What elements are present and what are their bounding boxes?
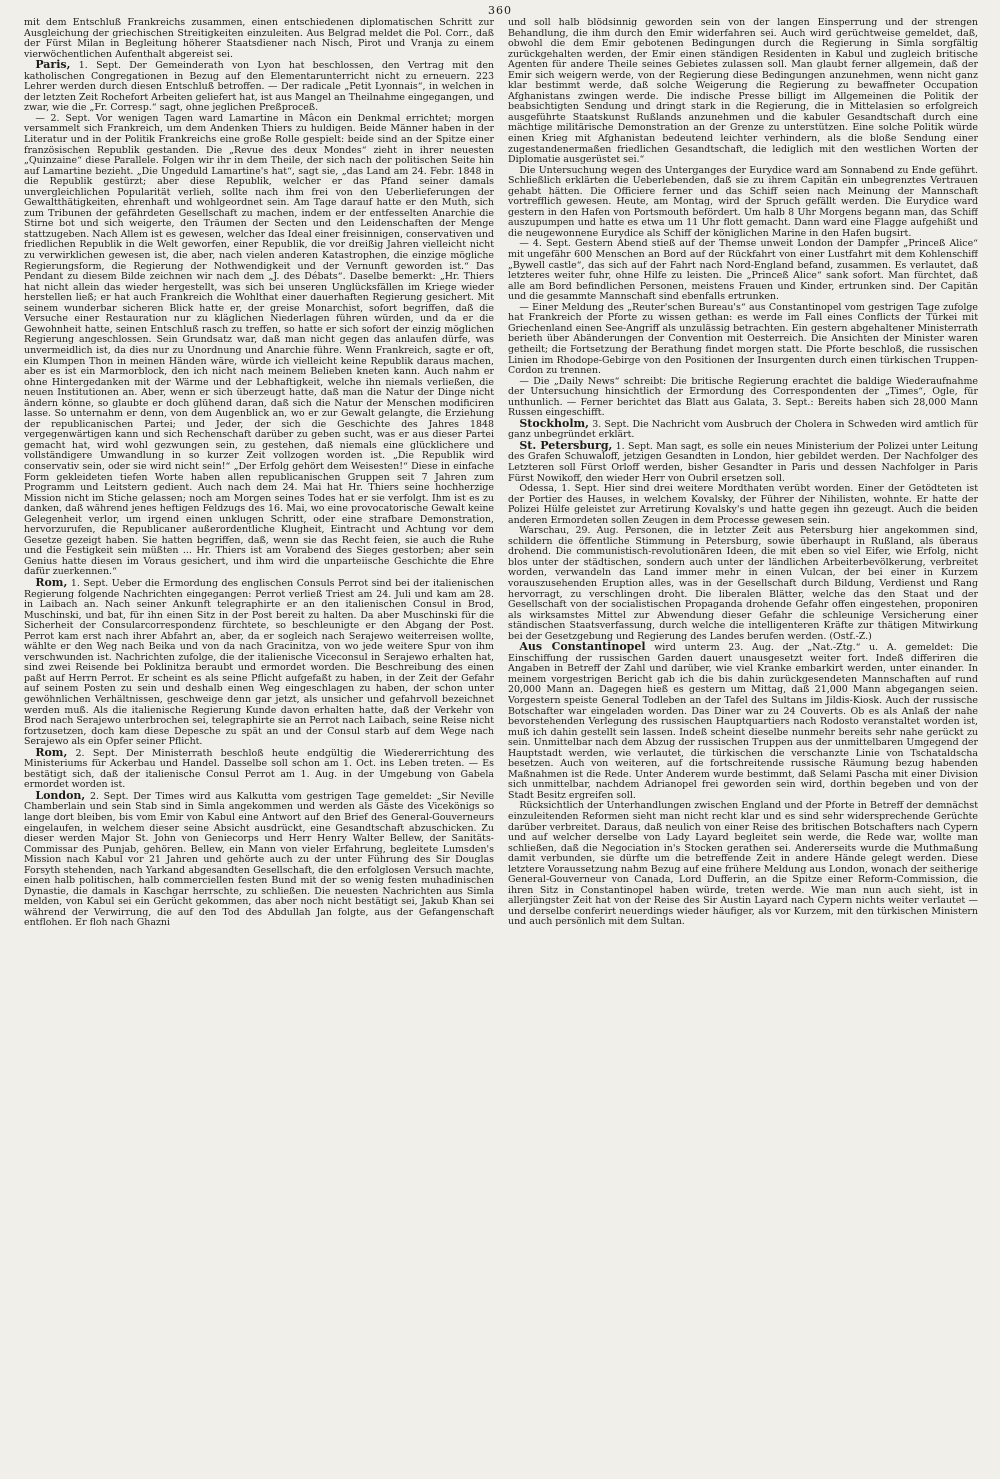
article-text: 2. Sept. Der Ministerrath beschloß heute endgültig die Wiedererrichtung des Ministeriums für Ackerbau und Handel. Dasselbe soll schon am 1. Oct. ins Leben treten. — Es bestätigt sich, daß der italienische Consul Perrot am 1. Aug. in der Umgebung von Gabela ermordet worden ist. [24, 747, 494, 791]
article-paragraph [508, 642, 978, 801]
article-paragraph [24, 745, 494, 791]
article-text: mit dem Entschluß Frankreichs zusammen, einen entschiedenen diplomatischen Schritt zur Ausgleichung der griechischen Streitigkeiten einzuleiten. Aus Belgrad meldet die Pol. Corr., daß der Fürst Milan in Begleitung höherer Staatsdiener nach Nisch, Pirot und Vranja zu einem vierwöchentlichen Aufenthalt abgereist sei. [24, 18, 494, 60]
article-paragraph [508, 526, 978, 642]
article-paragraph [508, 438, 978, 484]
article-text: 2. Sept. Der Times wird aus Kalkutta vom gestrigen Tage gemeldet: „Sir Neville Chamberlain und sein Stab sind in Simla angekommen und werden als Gäste des Vicekönigs so lange dort bleiben, bis vom Emir von Kabul eine Antwort auf den Brief des General-Gouverneurs eingelaufen, in welchem dieser seine Absicht ausdrückt, eine Gesandtschaft abzuschicken. Zu dieser werden Major St. John von Geniecorps und Herr Henry Walter Bellew, der Sanitäts-Commissar des Punjab, gehören. Bellew, ein Mann von vieler Erfahrung, begleitete Lumsden's Mission nach Kabul vor 21 Jahren und gehörte auch zu der unter Führung des Sir Douglas Forsyth stehenden, nach Yarkand abgesandten Gesellschaft, die den erfolglosen Versuch machte, einen halb politischen, halb commerciellen festen Bund mit der so wenig festen muhadinischen Dynastie, die damals in Kaschgar herrschte, zu schließen. Die neuesten Nachrichten aus Simla melden, von Kabul sei ein Gerücht gekommen, das aber noch nicht bestätigt sei, Jakub Khan sei während der Verwirrung, die auf den Tod des Abdullah Jan folgte, aus der Gefangenschaft entflohen. Er floh nach Ghazni [24, 790, 494, 929]
page-number: 360 [488, 4, 512, 17]
article-paragraph [508, 303, 978, 377]
right-column [508, 18, 978, 1458]
article-paragraph [508, 484, 978, 526]
article-paragraph [508, 166, 978, 240]
article-dateline: London, [35, 788, 86, 802]
article-dateline: Stockholm, [519, 416, 589, 430]
article-dateline: Aus Constantinopel [519, 640, 646, 654]
article-paragraph [24, 60, 494, 114]
article-paragraph [24, 575, 494, 748]
article-paragraph [24, 788, 494, 929]
article-paragraph [508, 239, 978, 302]
article-text: wird unterm 23. Aug. der „Nat.-Ztg.“ u. A. gemeldet: Die Einschiffung der russischen Garden dauert unausgesetzt weiter fort. Indeß differiren die Angaben in Betreff der Zahl und darüber, wie viel Kranke embarkirt werden, unter einander. In meinem vorgestrigen Bericht gab ich die bis dahin zurückgesendeten Mannschaften auf rund 20,000 Mann an. Dagegen hieß es gestern um Mittag, daß 21,000 Mann abgegangen seien. Vorgestern speiste General Todleben an der Tafel des Sultans im Jildis-Kiosk. Auch der russische Botschafter war eingeladen worden. Das Diner war zu 24 Couverts. Ob es als Anlaß der nahe bevorstehenden Verlegung des russischen Hauptquartiers nach Rodosto veranstaltet worden ist, muß ich dahin gestellt sein lassen. Indeß scheint dieselbe nunmehr bereits sehr nahe gerückt zu sein. Unmittelbar nach dem Abzug der russischen Truppen aus der unmittelbaren Umgegend der Hauptstadt werden, wie verlautet, die türkischen die verschanzte Linie von Tschataldscha besetzen. Auch von weiteren, auf die fortschreitende russische Räumung bezug habenden Maßnahmen ist die Rede. Unter Anderem wurde bestimmt, daß Selami Pascha mit einer Division sich unmittelbar, nachdem Adrianopel frei geworden sein wird, dorthin begeben und von der Stadt Besitz ergreifen soll. [508, 642, 978, 801]
left-column [24, 18, 494, 1458]
article-dateline: St. Petersburg, [519, 438, 613, 452]
article-dateline: Rom, [35, 745, 68, 759]
article-text: 1. Sept. Man sagt, es solle ein neues Ministerium der Polizei unter Leitung des Grafen Schuwaloff, jetzigen Gesandten in London, hier gebildet werden. Der Nachfolger des Letzteren soll Fürst Orloff werden, bisher Gesandter in Paris und dessen Nachfolger in Paris Fürst Nowikoff, den wieder Herr von Oubril ersetzen soll. [508, 440, 978, 484]
article-text: — 4. Sept. Gestern Abend stieß auf der Themse unweit London der Dampfer „Princeß Alice“ mit ungefähr 600 Menschen an Bord auf der Rückfahrt von einer Lustfahrt mit dem Kohlenschiff „Bywell castle“, das sich auf der Fahrt nach Nord-England befand, zusammen. Es verlautet, daß letzteres weiter fuhr, ohne Hilfe zu leisten. Die „Princeß Alice“ sank sofort. Man fürchtet, daß alle am Bord befindlichen Personen, meistens Frauen und Kinder, ertrunken sind. Der Capitän und die gesammte Mannschaft sind ebenfalls ertrunken. [508, 238, 978, 303]
article-text: — 2. Sept. Vor wenigen Tagen ward Lamartine in Mâcon ein Denkmal errichtet; morgen versammelt sich Frankreich, um dem Andenken Thiers zu huldigen. Beide Männer haben in der Literatur und in der Politik Frankreichs eine große Rolle gespielt: beide sind an der Spitze einer französischen Republik gestanden. Die „Revue des deux Mondes“ zieht in ihrer neuesten „Quinzaine“ diese Parallele. Folgen wir ihr in dem Theile, der sich nach der politischen Seite hin auf Lamartine bezieht. „Die Ungeduld Lamartine's hat“, sagt sie, „das Land am 24. Febr. 1848 in die Republik gestürzt; aber diese Republik, welcher er das Pfand seiner damals unvergleichlichen Popularität verlieh, sollte nach ihm frei von den Ueberlieferungen der Gewaltthätigkeiten, ehrenhaft und wohlgeordnet sein. Am Tage darauf hatte er den Muth, sich zum Tribunen der gefährdeten Gesellschaft zu machen, indem er der entfesselten Anarchie die Stirne bot und sich weigerte, den Träumen der Secten und den Leidenschaften der Menge stattzugeben. Nach Allem ist es gewesen, welcher das Ideal einer freisinnigen, conservativen und friedlichen Republik in die Welt geworfen, einer Republik, die vor dreißig Jahren vielleicht nicht zu verwirklichen gewesen ist, die aber, nach vielen anderen Katastrophen, die einzige mögliche Regierungsform, die Regierung der Nothwendigkeit und der Vernunft geworden ist.“ Das Pendant zu diesem Bilde zeichnen wir nach dem „J. des Débats“. Daselbe bemerkt: „Hr. Thiers hat nicht allein das wieder hergestellt, was sich bei unseren Unglücksfällen im Kriege wieder herstellen ließ; er hat auch Frankreich die Wohlthat einer dauerhaften Regierung gesichert. Mit seinem wunderbar sicheren Blick hatte er, der greise Monarchist, sofort begriffen, daß die Versuche einer Restauration nur zu kläglichen Niederlagen führen würden, und da er die Gewohnheit hatte, seinen Entschluß rasch zu treffen, so hatte er sich sofort der einzig möglichen Regierung angeschlossen. Sein Grundsatz war, daß man nicht gegen das anlaufen dürfe, was unvermeidlich ist, da dies nur zu Unordnung und Anarchie führe. Wenn Frankreich, sagte er oft, ein Klumpen Thon in meinen Händen wäre, würde ich vielleicht keine Republik daraus machen, aber es ist ein Marmorblock, den ich nicht nach meinem Belieben kneten kann. Auch nahm er ohne Hintergedanken mit der Wärme und der Lebhaftigkeit, welche ihn niemals verließen, die neuen Institutionen an. Aber, wenn er sich überzeugt hatte, daß man die Natur der Dinge nicht ändern könne, so glaubte er doch glühend daran, daß sich die Natur der Menschen modificiren lasse. So unternahm er denn, von dem Augenblick an, wo er zur Gewalt gelangte, die Erziehung der republicanischen Partei; und Jeder, der sich die Geschichte des Jahres 1848 vergegenwärtigen kann und sich Rechenschaft darüber zu geben sucht, was er aus dieser Partei gemacht hat, wird wohl gezwungen sein, zu gestehen, daß niemals eine glücklichere und vollständigere Umwandlung in so kurzer Zeit vollzogen worden ist. „Die Republik wird conservativ sein, oder sie wird nicht sein!“ „Der Erfolg gehört dem Weisesten!“ Diese in einfache Form gekleideten tiefen Worte haben allen republicanischen Gruppen seit 7 Jahren zum Programm und Leitstern gedient. Auch nach dem 24. Mai hat Hr. Thiers seine hochherzige Mission nicht im Stiche gelassen; noch am Morgen seines Todes hat er sie verfolgt. Ihm ist es zu danken, daß während jenes heftigen Feldzugs des 16. Mai, wo eine provocatorische Gewalt keine Gelegenheit verlor, um irgend einen unklugen Schritt, oder eine strafbare Demonstration, hervorzurufen, die Republicaner außerordentliche Klugheit, Eintracht und Achtung vor dem Gesetze gezeigt haben. Sie hatten begriffen, daß, wenn sie das Recht feien, sie auch die Ruhe und die Festigkeit sein müßten ... Hr. Thiers ist am Vorabend des Sieges gestorben; aber sein Genius hatte diesen im Voraus gesichert, und ihm wird die unparteiische Geschichte die Ehre dafür zuerkennen.“ [24, 112, 494, 578]
article-text: Warschau, 29. Aug. Personen, die in letzter Zeit aus Petersburg hier angekommen sind, schildern die öffentliche Stimmung in Petersburg, sowie überhaupt in Rußland, als überaus drohend. Die communistisch-revolutionären Ideen, die mit eben so viel Eifer, wie Erfolg, nicht blos unter der städtischen, sondern auch unter der ländlichen Arbeiterbevölkerung, verbreitet worden, verwandeln das Land immer mehr in einen Vulcan, der bei einer in Kurzem vorauszusehenden Eruption alles, was in der Gesellschaft durch Bildung, Verdienst und Rang hervorragt, zu verschlingen droht. Die liberalen Blätter, welche das den Staat und der Gesellschaft von der socialistischen Propaganda drohende Gefahr offen eingestehen, proponiren als wirksamstes Mittel zur Abwendung dieser Gefahr die schleunige Versicherung einer ständischen Staatsverfassung, durch welche die intelligenteren Kräfte zur thätigen Mitwirkung bei der Gesetzgebung und Regierung des Landes berufen werden. (Ostf.-Z.) [508, 525, 978, 642]
article-text: Rücksichtlich der Unterhandlungen zwischen England und der Pforte in Betreff der demnächst einzuleitenden Reformen sieht man nicht recht klar und es sind sehr widersprechende Gerüchte darüber verbreitet. Daraus, daß neulich von einer Reise des britischen Botschafters nach Cypern und auf welcher derselbe von Lady Layard begleitet sein werde, die Rede war, wollte man schließen, daß die Negociation in's Stocken gerathen sei. Andererseits wurde die Muthmaßung damit verbunden, sie dürfte um die betreffende Zeit in andere Hände gelegt werden. Diese letztere Voraussetzung nahm Bezug auf eine frühere Meldung aus London, wonach der seitherige General-Gouverneur von Canada, Lord Dufferin, an die Spitze einer Reform-Commission, die ihren Sitz in Constantinopel haben würde, treten werde. Wie man nun auch sieht, ist in allerjüngster Zeit hat von der Reise des Sir Austin Layard nach Cypern nichts weiter verlautet — und derselbe conferirt neuerdings wieder häufiger, als vor Kurzem, mit den türkischen Ministern und auch persönlich mit dem Sultan. [508, 800, 978, 928]
article-paragraph [508, 801, 978, 928]
article-text: 3. Sept. Die Nachricht vom Ausbruch der Cholera in Schweden wird amtlich für ganz unbegründet erklärt. [508, 418, 978, 441]
article-paragraph [24, 114, 494, 578]
article-text: 1. Sept. Ueber die Ermordung des englischen Consuls Perrot sind bei der italienischen Regierung folgende Nachrichten eingegangen: Perrot verließ Triest am 24. Juli und kam am 28. in Laibach an. Nach seiner Ankunft telegraphirte er an den italienischen Consul in Brod, Muschinski, und bat, für ihn einen Sitz in der Post bereit zu halten. Da aber Muschinski für die Sicherheit der Consularcorrespondenz fürchtete, so beschleunigte er den Abgang der Post. Perrot kam erst nach ihrer Abfahrt an, aber, da er sogleich nach Serajewo weiterreisen wollte, wählte er den Weg nach Beika und von da nach Gracinitza, von wo jede weitere Spur von ihm verschwunden ist. Nachrichten zufolge, die der italienische Viceconsul in Serajewo erhalten hat, sind zwei Reisende bei Poklinitza beraubt und ermordet worden. Die Beschreibung des einen paßt auf Herrn Perrot. Er scheint es als seine Pflicht aufgefaßt zu haben, in der Zeit der Gefahr auf seinem Posten zu sein und deshalb einen Weg eingeschlagen zu haben, der schon unter gewöhnlichen Verhältnissen, geschweige denn gar jetzt, als unsicher und gefahrvoll bezeichnet werden muß. Als die italienische Regierung Kunde davon erhalten hatte, daß der Verkehr von Brod nach Serajewo unterbrochen sei, telegraphirte sie an Perrot nach Laibach, seine Reise nicht fortzusetzen, doch kam diese Depesche zu spät an und der Consul starb auf dem Wege nach Serajewo als ein Opfer seiner Pflicht. [24, 577, 494, 748]
article-text: und soll halb blödsinnig geworden sein von der langen Einsperrung und der strengen Behandlung, die ihm durch den Emir widerfahren sei. Auch wird gerüchtweise gemeldet, daß, obwohl die dem Emir gebotenen Bedingungen durch die Regierung in Simla sorgfältig zurückgehalten werden, der Emir einen ständigen Residenten in Kabul und zugleich britische Agenten für andere Theile seines Gebietes zulassen soll. Man glaubt ferner allgemein, daß der Emir sich weigern werde, von der Regierung diese Bedingungen anzunehmen, wenn nicht ganz klar bestimmt werde, daß solche Weigerung die Regierung zu bewaffneter Occupation Afghanistans zwingen werde. Die indische Presse billigt im Allgemeinen die Politik der beabsichtigten Sendung und dringt stark in die Regierung, die in Mittelasien so erfolgreich ausgeführte Staatskunst Rußlands anzunehmen und die kabuler Gesandtschaft durch eine mächtige militärische Demonstration an der Grenze zu unterstützen. Eine solche Politik würde einen Krieg mit Afghanistan bedeutend leichter verhindern, als die bloße Sendung einer zugestandenermaßen friedlichen Gesandtschaft, die lediglich mit den westlichen Worten der Diplomatie ausgerüstet sei.“ [508, 18, 978, 166]
article-text: Odessa, 1. Sept. Hier sind drei weitere Mordthaten verübt worden. Einer der Getödteten ist der Portier des Hauses, in welchem Kovalsky, der Führer der Nihilisten, wohnte. Er hatte der Polizei Hülfe geleistet zur Arretirung Kovalsky's und hatte gegen ihn gezeugt. Auch die beiden anderen Ermordeten sollen Zeugen in dem Processe gewesen sein. [508, 483, 978, 526]
article-paragraph [508, 416, 978, 441]
article-paragraph [508, 18, 978, 166]
article-text: 1. Sept. Der Gemeinderath von Lyon hat beschlossen, den Vertrag mit den katholischen Congregationen in Bezug auf den Elementarunterricht nicht zu erneuern. 223 Lehrer werden durch diesen Entschluß betroffen. — Der radicale „Petit Lyonnais“, in welchen in der letzten Zeit Rochefort Arbeiten geliefert hat, ist aus Mangel an Theilnahme eingegangen, und zwar, wie die „Fr. Corresp.“ sagt, ohne jeglichen Preßproceß. [24, 60, 494, 114]
columns [24, 18, 978, 1458]
article-dateline: Rom, [35, 575, 68, 589]
article-text: Die Untersuchung wegen des Unterganges der Eurydice ward am Sonnabend zu Ende geführt. Schließlich erklärten die Ueberlebenden, daß sie zu ihrem Capitän ein unbegrenztes Vertrauen gehabt hätten. Die Officiere ferner und das Schiff seien nach Meinung der Mannschaft vortrefflich gewesen. Heute, am Montag, wird der Spruch gefällt werden. Die Eurydice ward gestern in den Hafen von Portsmouth befördert. Um halb 8 Uhr Morgens begann man, das Schiff auszupumpen und hatte es etwa um 11 Uhr flott gemacht. Dann ward eine Flagge aufgehißt und die neugewonnene Eurydice als Schiff der königlichen Marine in den Hafen bugsirt. [508, 164, 978, 239]
article-paragraph [24, 18, 494, 60]
article-dateline: Paris, [35, 58, 71, 72]
article-text: — Die „Daily News“ schreibt: Die britische Regierung erachtet die baldige Wiederaufnahme der Untersuchung hinsichtlich der Ermordung des Correspondenten der „Times“, Ogle, für unthunlich. — Ferner berichtet das Blatt aus Galata, 3. Sept.: Bereits haben sich 28,000 Mann Russen eingeschifft. [508, 375, 978, 419]
article-text: — Einer Meldung des „Reuter'schen Bureau's“ aus Constantinopel vom gestrigen Tage zufolge hat Frankreich der Pforte zu wissen gethan: es werde im Fall eines Conflicts der Türkei mit Griechenland einen See-Angriff als unzulässig betrachten. Ein gestern abgehaltener Ministerrath berieth über Abänderungen der Convention mit Oesterreich. Die Ansichten der Minister waren getheilt; die Fortsetzung der Berathung findet morgen statt. Die Pforte beschloß, die russischen Linien im Rhodope-Gebirge von den Positionen der Insurgenten durch einen türkischen Truppen-Cordon zu trennen. [508, 301, 978, 377]
article-paragraph [508, 377, 978, 419]
